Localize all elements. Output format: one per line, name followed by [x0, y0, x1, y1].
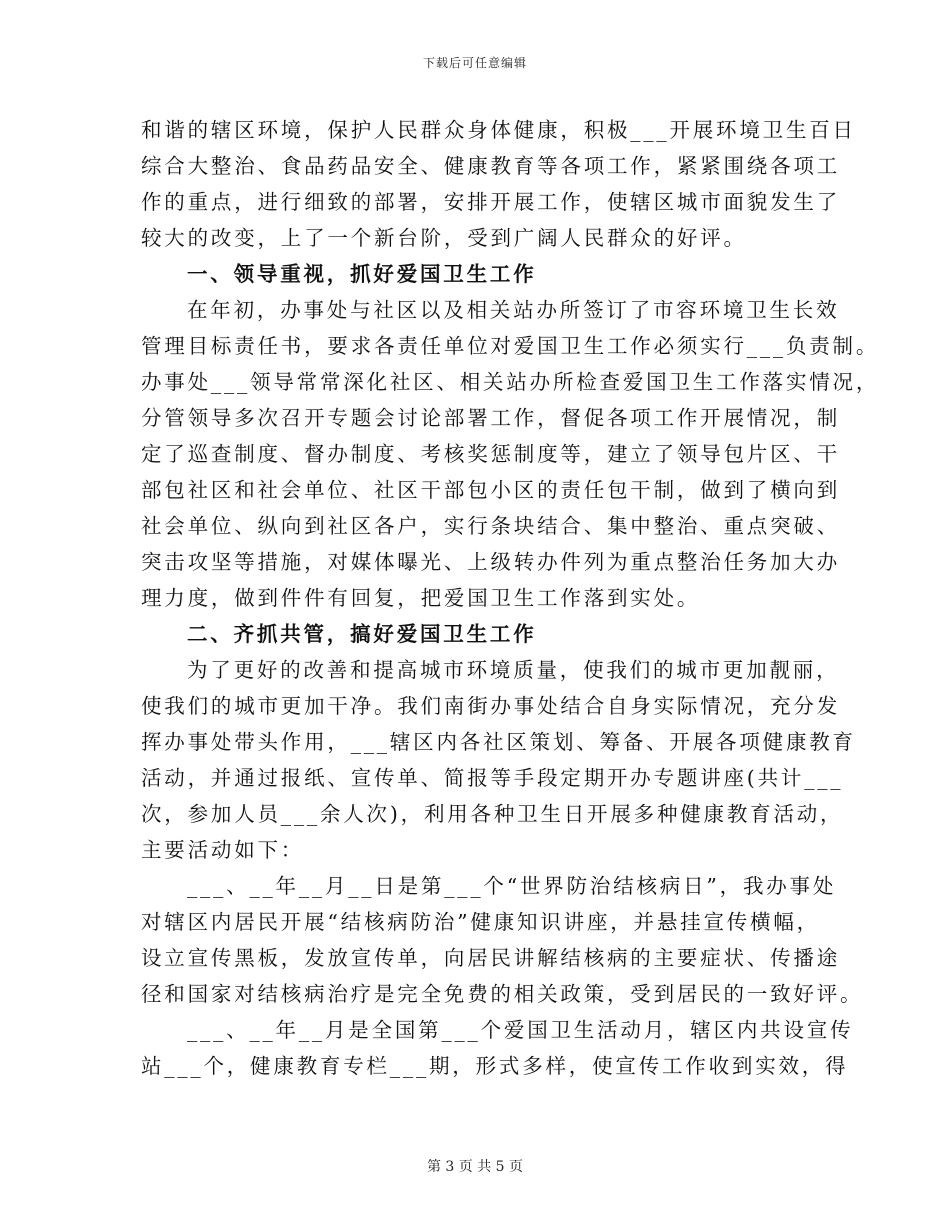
text-line: 挥办事处带头作用，___辖区内各社区策划、筹备、开展各项健康教育	[141, 730, 856, 754]
text-line: 突击攻坚等措施，对媒体曝光、上级转办件列为重点整治任务加大办	[141, 550, 840, 574]
text-line: 径和国家对结核病治疗是完全免费的相关政策，受到居民的一致好评。	[141, 982, 864, 1006]
text-line: 分管领导多次召开专题会讨论部署工作，督促各项工作开展情况，制	[141, 406, 840, 430]
text-line: 为了更好的改善和提高城市环境质量，使我们的城市更加靓丽，	[187, 658, 840, 682]
text-line: 活动，并通过报纸、宣传单、简报等手段定期开办专题讲座(共计___	[141, 766, 844, 790]
text-line: 部包社区和社会单位、社区干部包小区的责任包干制，做到了横向到	[141, 478, 840, 502]
section-heading: 一、领导重视，抓好爱国卫生工作	[187, 262, 537, 286]
text-line: 站___个，健康教育专栏___期，形式多样，使宣传工作收到实效，得	[141, 1054, 849, 1078]
text-line: 较大的改变，上了一个新台阶，受到广阔人民群众的好评。	[141, 226, 747, 250]
page-footer: 第 3 页 共 5 页	[426, 1159, 524, 1175]
text-line: 综合大整治、食品药品安全、健康教育等各项工作，紧紧围绕各项工	[141, 154, 840, 178]
text-line: 管理目标责任书，要求各责任单位对爱国卫生工作必须实行___负责制。	[141, 334, 880, 358]
text-line: ___、__年__月__日是第___个“世界防治结核病日”，我办事处	[187, 874, 837, 898]
text-line: ___、__年__月是全国第___个爱国卫生活动月，辖区内共设宣传	[187, 1018, 854, 1042]
text-line: 对辖区内居民开展“结核病防治”健康知识讲座，并悬挂宣传横幅，	[141, 910, 820, 934]
text-line: 主要活动如下：	[141, 838, 305, 862]
page-header: 下载后可任意编辑	[422, 56, 527, 70]
text-line: 办事处___领导常常深化社区、相关站办所检查爱国卫生工作落实情况，	[141, 370, 880, 394]
text-line: 设立宣传黑板，发放宣传单，向居民讲解结核病的主要症状、传播途	[141, 946, 840, 970]
text-line: 作的重点，进行细致的部署，安排开展工作，使辖区城市面貌发生了	[141, 190, 840, 214]
text-line: 和谐的辖区环境，保护人民群众身体健康，积极___开展环境卫生百日	[141, 118, 856, 142]
text-line: 定了巡查制度、督办制度、考核奖惩制度等，建立了领导包片区、干	[141, 442, 840, 466]
section-heading: 二、齐抓共管，搞好爱国卫生工作	[187, 622, 537, 646]
text-line: 在年初，办事处与社区以及相关站办所签订了市容环境卫生长效	[187, 298, 840, 322]
text-line: 理力度，做到件件有回复，把爱国卫生工作落到实处。	[141, 586, 701, 610]
document-body	[141, 112, 880, 1084]
text-line: 社会单位、纵向到社区各户，实行条块结合、集中整治、重点突破、	[141, 514, 840, 538]
text-line: 次，参加人员___余人次)，利用各种卫生日开展多种健康教育活动，	[141, 802, 844, 826]
text-line: 使我们的城市更加干净。我们南街办事处结合自身实际情况，充分发	[141, 694, 840, 718]
